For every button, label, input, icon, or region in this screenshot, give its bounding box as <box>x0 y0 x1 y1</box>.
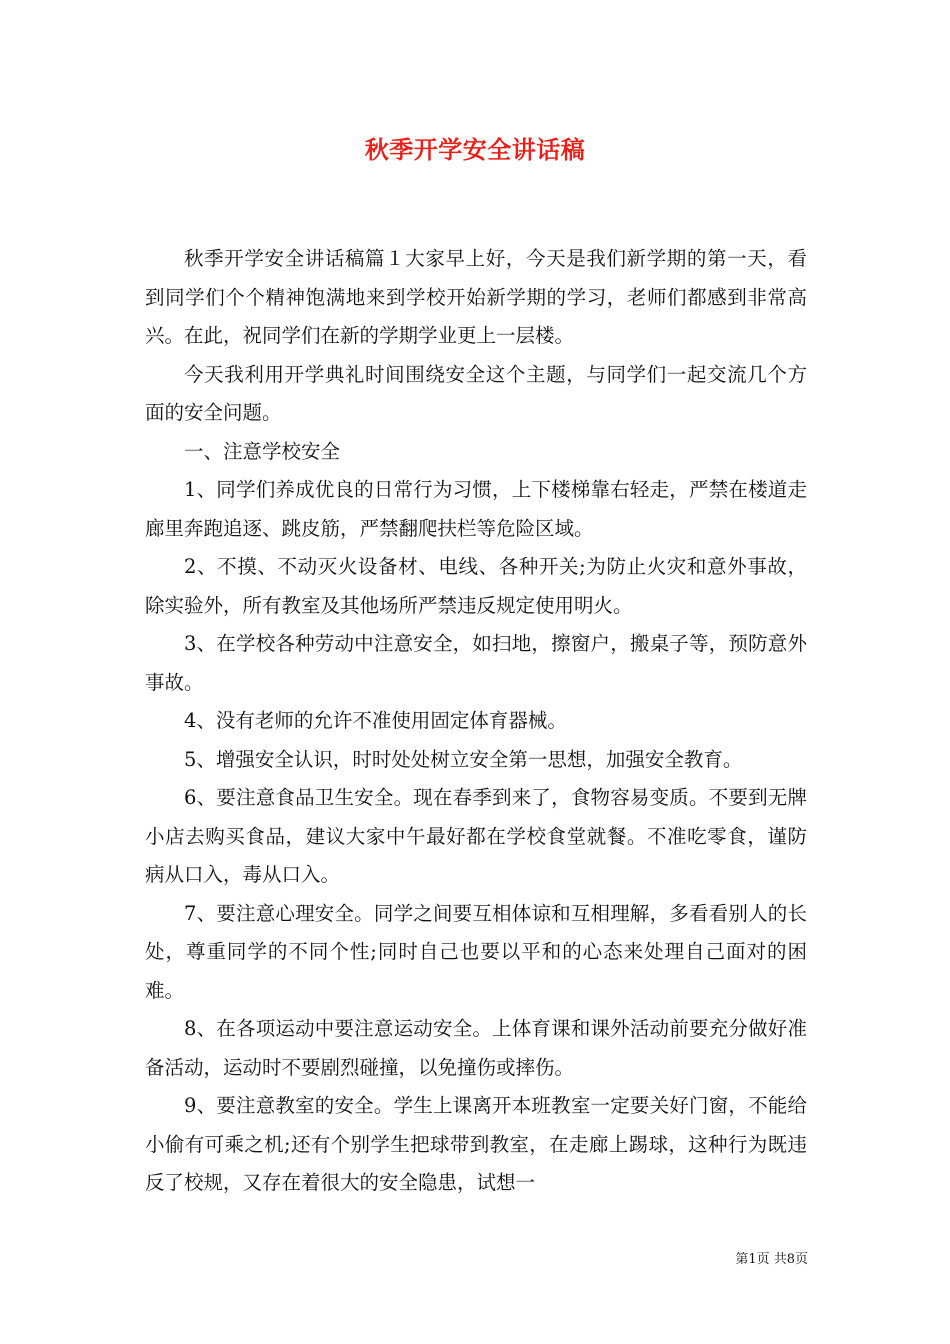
paragraph: 5、增强安全认识，时时处处树立安全第一思想，加强安全教育。 <box>184 747 743 771</box>
paragraph: 秋季开学安全讲话稿篇１大家早上好，今天是我们新学期的第一天，看到同学们个个精神饱满地来到学校开始新学期的学习，老师们都感到非常高兴。在此，祝同学们在新的学期学业更上一层楼。 <box>145 247 807 347</box>
paragraph: 9、要注意教室的安全。学生上课离开本班教室一定要关好门窗，不能给小偷有可乘之机;还有个别学生把球带到教室，在走廊上踢球，这种行为既违反了校规，又存在着很大的安全隐患，试想一 <box>145 1094 807 1194</box>
paragraph: 8、在各项运动中要注意运动安全。上体育课和课外活动前要充分做好准备活动，运动时不要剧烈碰撞，以免撞伤或摔伤。 <box>145 1017 807 1079</box>
page-number: 第1页 共8页 <box>735 1252 808 1267</box>
paragraph: 今天我利用开学典礼时间围绕安全这个主题，与同学们一起交流几个方面的安全问题。 <box>145 362 807 424</box>
paragraph: 1、同学们养成优良的日常行为习惯，上下楼梯靠右轻走，严禁在楼道走廊里奔跑追逐、跳皮筋，严禁翻爬扶栏等危险区域。 <box>145 478 807 540</box>
paragraph: 4、没有老师的允许不准使用固定体育器械。 <box>184 709 567 732</box>
paragraph: 6、要注意食品卫生安全。现在春季到来了，食物容易变质。不要到无牌小店去购买食品，建议大家中午最好都在学校食堂就餐。不准吃零食，谨防病从口入，毒从口入。 <box>145 786 807 886</box>
paragraph: 7、要注意心理安全。同学之间要互相体谅和互相理解，多看看别人的长处，尊重同学的不同个性;同时自己也要以平和的心态来处理自己面对的困难。 <box>145 901 807 1002</box>
document-body <box>145 240 807 1203</box>
paragraph: 3、在学校各种劳动中注意安全，如扫地，擦窗户，搬桌子等，预防意外事故。 <box>145 632 807 694</box>
paragraph: 2、不摸、不动灭火设备材、电线、各种开关;为防止火灾和意外事故，除实验外，所有教室及其他场所严禁违反规定使用明火。 <box>145 555 807 617</box>
section-heading: 一、注意学校安全 <box>184 439 341 463</box>
document-title: 秋季开学安全讲话稿 <box>364 135 586 164</box>
